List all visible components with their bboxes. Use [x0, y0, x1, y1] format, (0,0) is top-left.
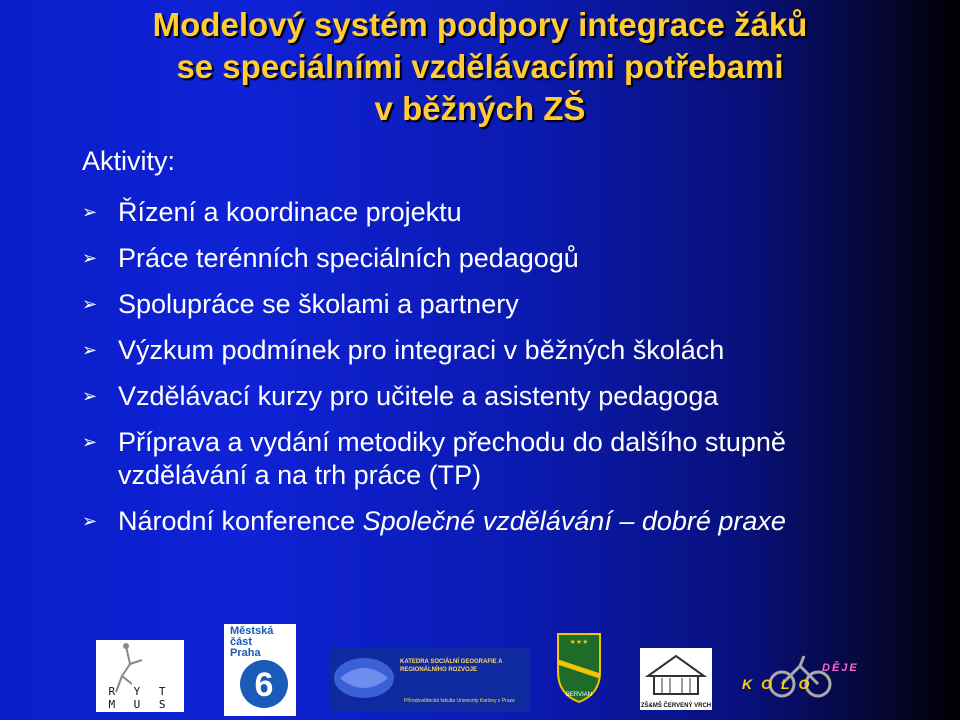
praha6-number: 6 [254, 666, 274, 704]
bullet-text [118, 505, 882, 538]
arrow-bullet-icon: ➢ [82, 432, 98, 452]
bullet-text-italic: Společné vzdělávání – dobré praxe [362, 506, 786, 536]
school-building-icon [640, 648, 712, 700]
kolodeje-kolo-text: KOLO [742, 676, 819, 692]
arrow-bullet-icon: ➢ [82, 202, 98, 222]
arrow-bullet-icon: ➢ [82, 511, 98, 531]
activities-list [82, 196, 882, 551]
geography-title: KATEDRA SOCIÁLNÍ GEOGRAFIE A REGIONÁLNÍHO ROZVOJE [400, 659, 503, 673]
praha6-emblem-icon [224, 624, 296, 716]
rytmus-text: R Y T M U S [108, 685, 172, 711]
activities-heading: Aktivity: [82, 146, 176, 176]
svg-text:★★★: ★★★ [569, 639, 589, 646]
list-item [82, 505, 882, 538]
bullet-text: Výzkum podmínek pro integraci v běžných školách [118, 335, 725, 365]
school-logo [640, 648, 712, 710]
partner-logos [0, 620, 960, 720]
bullet-text: Příprava a vydání metodiky přechodu do dalšího stupně vzdělávání a na trh práce (TP) [118, 427, 786, 490]
title-line-3: v běžných ZŠ [374, 90, 586, 127]
kolodeje-logo [738, 648, 868, 712]
praha6-line-1: Městská [230, 625, 274, 637]
list-item [82, 334, 882, 367]
kolodeje-deje-text: DĚJE [822, 662, 859, 674]
list-item [82, 242, 882, 275]
geography-subtitle: Přírodovědecká fakulta Univerzity Karlovy v Praze [404, 698, 515, 704]
arrow-bullet-icon: ➢ [82, 294, 98, 314]
geography-department-logo [330, 648, 530, 712]
title-line-1: Modelový systém podpory integrace žáků [152, 6, 808, 43]
praha6-logo [224, 624, 296, 716]
arrow-bullet-icon: ➢ [82, 248, 98, 268]
praha6-line-2: část [230, 636, 253, 648]
slide-title [0, 4, 960, 130]
list-item [82, 196, 882, 229]
shield-logo [556, 632, 602, 704]
praha6-line-3: Praha [230, 647, 261, 659]
arrow-bullet-icon: ➢ [82, 386, 98, 406]
list-item [82, 426, 882, 492]
shield-text: BERVIAN [565, 692, 593, 698]
list-item [82, 288, 882, 321]
bullet-text: Spolupráce se školami a partnery [118, 289, 519, 319]
bullet-text: Řízení a koordinace projektu [118, 197, 462, 227]
bullet-text: Práce terénních speciálních pedagogů [118, 243, 579, 273]
school-text: ZŠ&MŠ ČERVENÝ VRCH [640, 703, 712, 709]
rytmus-logo [96, 640, 184, 712]
shield-icon [556, 632, 602, 704]
list-item [82, 380, 882, 413]
bullet-text-plain: Národní konference [118, 506, 363, 536]
bullet-text: Vzdělávací kurzy pro učitele a asistenty pedagoga [118, 381, 719, 411]
arrow-bullet-icon: ➢ [82, 340, 98, 360]
title-line-2: se speciálními vzdělávacími potřebami [176, 48, 784, 85]
globe-icon [330, 648, 396, 712]
